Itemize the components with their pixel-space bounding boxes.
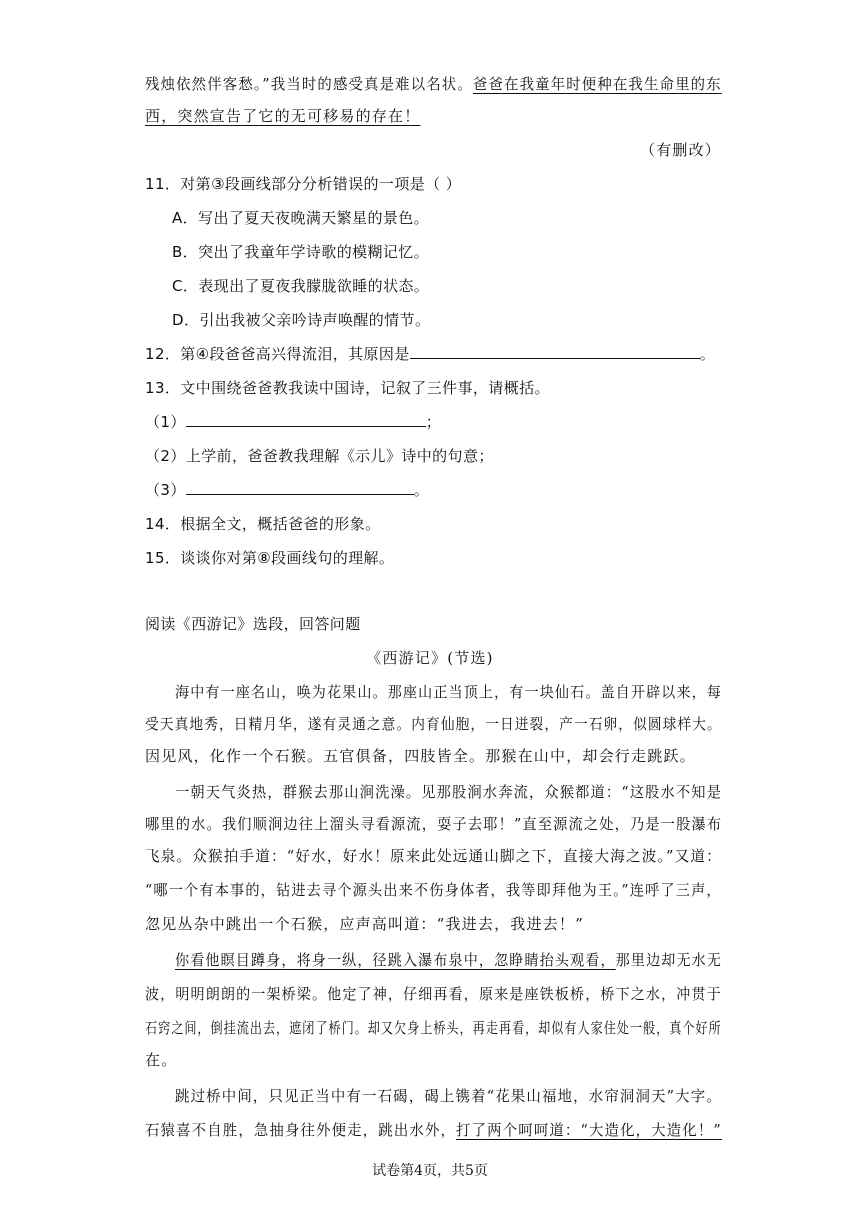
passage-line (175, 950, 722, 970)
question-13-item-1 (145, 412, 441, 432)
item-end: ； (425, 413, 442, 431)
passage-line (145, 106, 420, 126)
question-14: 14．根据全文，概括爸爸的形象。 (145, 515, 381, 533)
question-12-end: 。 (699, 345, 716, 363)
edit-note: （有删改） (640, 141, 722, 159)
passage-line: 忽见丛杂中跳出一个石猴，应声高叫道：“我进去，我进去！” (145, 915, 584, 933)
question-12-text: 12．第④段爸爸高兴得流泪，其原因是 (145, 345, 410, 363)
passage-line: 哪里的水。我们顺涧边往上溜头寻看源流，耍子去耶！”直至源流之处，乃是一股瀑布 (145, 815, 723, 833)
question-11-option-a: A．写出了夏天夜晚满天繁星的景色。 (172, 209, 430, 227)
answer-blank[interactable] (186, 480, 414, 495)
passage-text: 残烛依然伴客愁。”我当时的感受真是难以名状。 (145, 75, 473, 93)
passage-line: 一朝天气炎热，群猴去那山涧洗澡。见那股涧水奔流，众猴都道：“这股水不知是 (175, 783, 723, 801)
item-number: （1） (145, 413, 186, 431)
question-13-item-2: （2）上学前，爸爸教我理解《示儿》诗中的句意； (145, 447, 494, 465)
question-11-stem: 11．对第③段画线部分分析错误的一项是（ ） (145, 175, 462, 193)
underlined-sentence: 你看他瞑目蹲身，将身一纵，径跳入瀑布泉中，忽睁睛抬头观看， (175, 951, 616, 969)
question-11-option-b: B．突出了我童年学诗歌的模糊记忆。 (172, 243, 430, 261)
passage-line: 在。 (145, 1051, 178, 1069)
underlined-sentence: 爸爸在我童年时便种在我生命里的东 (472, 75, 722, 93)
reading-intro: 阅读《西游记》选段，回答问题 (145, 615, 361, 633)
passage-line (145, 74, 722, 94)
question-15: 15．谈谈你对第⑧段画线句的理解。 (145, 549, 395, 567)
question-13-item-3 (145, 480, 429, 500)
passage-line: 波，明明朗朗的一架桥梁。他定了神，仔细再看，原来是座铁板桥，桥下之水，冲贯于 (145, 985, 722, 1003)
underlined-sentence: 西，突然宣告了它的无可移易的存在！ (145, 107, 421, 125)
item-number: （3） (145, 481, 186, 499)
page-footer: 试卷第4页，共5页 (372, 1163, 488, 1179)
answer-blank[interactable] (410, 344, 700, 359)
passage-line: 石窍之间，倒挂流出去，遮闭了桥门。却又欠身上桥头，再走再看，却似有人家住处一般，真个好所 (145, 1019, 722, 1037)
question-11-option-c: C．表现出了夏夜我朦胧欲睡的状态。 (172, 277, 430, 295)
reading-title: 《西游记》(节选) (366, 649, 494, 667)
passage-line: 海中有一座名山，唤为花果山。那座山正当顶上，有一块仙石。盖自开辟以来，每 (175, 683, 723, 701)
passage-line: “哪一个有本事的，钻进去寻个源头出来不伤身体者，我等即拜他为王。”连呼了三声， (145, 881, 722, 899)
question-11-option-d: D．引出我被父亲吟诗声唤醒的情节。 (172, 311, 431, 329)
underlined-sentence: 打了两个呵呵道：“大造化，大造化！” (456, 1121, 722, 1139)
passage-line: 跳过桥中间，只见正当中有一石碣，碣上镌着“花果山福地，水帘洞洞天”大字。 (175, 1087, 722, 1105)
answer-blank[interactable] (186, 412, 426, 427)
question-12 (145, 344, 715, 364)
passage-line (145, 1120, 722, 1140)
passage-line: 受天真地秀，日精月华，遂有灵通之意。内育仙胞，一日迸裂，产一石卵，似圆球样大。 (145, 715, 722, 733)
passage-line: 因见风，化作一个石猴。五官俱备，四肢皆全。那猴在山中，却会行走跳跃。 (145, 747, 696, 765)
passage-text: 那里边却无水无 (615, 951, 723, 969)
passage-line: 飞泉。众猴拍手道：“好水，好水！原来此处远通山脚之下，直接大海之波。”又道： (145, 847, 722, 865)
passage-text: 石猿喜不自胜，急抽身往外便走，跳出水外， (145, 1121, 457, 1139)
question-13-stem: 13．文中围绕爸爸教我读中国诗，记叙了三件事，请概括。 (145, 379, 550, 397)
item-end: 。 (413, 481, 430, 499)
